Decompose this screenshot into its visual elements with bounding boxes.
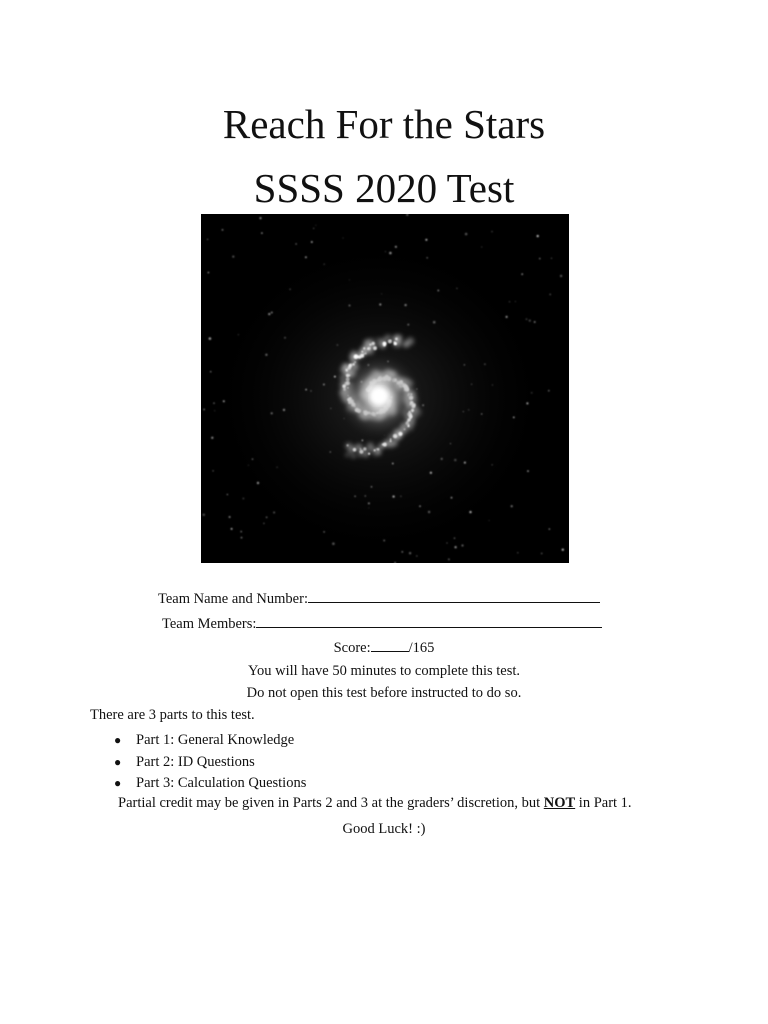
field-star [371, 486, 373, 488]
star-knot [363, 447, 366, 450]
team-members-blank-line[interactable] [256, 613, 602, 628]
field-star [448, 559, 450, 561]
field-star [537, 235, 539, 237]
field-star [534, 321, 536, 323]
field-star [323, 384, 325, 386]
team-members-field[interactable] [162, 613, 602, 633]
title-line-1: Reach For the Stars [222, 101, 546, 147]
star-knot [395, 338, 398, 341]
star-knot [383, 342, 387, 346]
field-star [257, 482, 259, 484]
field-star [243, 498, 245, 500]
field-star [454, 459, 457, 462]
field-star [368, 507, 369, 508]
do-not-open-text: Do not open this test before instructed to do so. [246, 685, 522, 701]
field-star [324, 264, 325, 265]
field-star [232, 256, 234, 258]
field-star [481, 247, 482, 248]
star-knot [394, 341, 396, 343]
field-star [379, 303, 381, 305]
field-star [489, 520, 490, 521]
field-star [273, 512, 275, 514]
field-star [437, 290, 439, 292]
field-star [276, 467, 277, 468]
field-star [400, 496, 402, 498]
field-star [428, 511, 430, 513]
field-star [271, 312, 273, 314]
field-star [334, 376, 336, 378]
field-star [238, 334, 239, 335]
field-star [203, 514, 205, 516]
field-star [551, 258, 552, 259]
field-star [248, 465, 249, 466]
field-star [527, 470, 529, 472]
field-star [295, 243, 296, 244]
star-knot [359, 450, 363, 454]
field-star [347, 444, 349, 446]
field-star [465, 233, 468, 236]
field-star [407, 324, 409, 326]
field-star [203, 409, 204, 410]
part-3-label: Part 3: Calculation Questions [136, 775, 307, 791]
field-star [513, 417, 515, 419]
field-star [484, 363, 486, 365]
field-star [404, 304, 406, 306]
field-star [468, 409, 469, 410]
galaxy-arm-glow [345, 453, 349, 457]
team-name-blank-line[interactable] [308, 588, 600, 603]
galaxy-arm-glow [351, 454, 355, 458]
field-star [464, 364, 465, 365]
field-star [227, 494, 228, 495]
galaxy-arm-glow [367, 442, 375, 450]
field-star [529, 320, 531, 322]
part-1-label: Part 1: General Knowledge [136, 732, 295, 748]
field-star [208, 272, 210, 274]
field-star [311, 241, 313, 243]
galaxy-arm-glow [345, 443, 352, 450]
field-star [450, 443, 451, 444]
list-item [114, 752, 306, 774]
field-star [425, 239, 427, 241]
team-name-label: Team Name and Number: [158, 591, 308, 607]
field-star [229, 516, 231, 518]
field-star [349, 279, 350, 280]
field-star [531, 392, 533, 394]
field-star [362, 440, 364, 442]
star-knot [367, 347, 370, 350]
field-star [401, 551, 403, 553]
field-star [323, 531, 324, 532]
field-star [451, 497, 453, 499]
field-star [463, 411, 464, 412]
field-star [240, 531, 242, 533]
star-knot [363, 347, 365, 349]
field-star [492, 385, 493, 386]
field-star [284, 337, 286, 339]
field-star [549, 528, 550, 529]
time-limit-text: You will have 50 minutes to complete this test. [248, 663, 520, 679]
field-star [511, 505, 513, 507]
field-star [515, 301, 516, 302]
field-star [392, 495, 394, 497]
field-star [209, 337, 212, 340]
field-star [289, 289, 290, 290]
field-star [330, 408, 331, 409]
field-star [337, 344, 339, 346]
field-star [454, 546, 456, 548]
star-knot [374, 449, 376, 451]
galaxy-arm-glow [403, 342, 408, 347]
field-star [456, 288, 457, 289]
field-star [461, 544, 463, 546]
field-star [509, 301, 510, 302]
star-knot [362, 351, 364, 353]
field-star [231, 528, 233, 530]
field-star [268, 313, 270, 315]
field-star [376, 448, 378, 450]
star-knot [360, 448, 362, 450]
field-star [265, 354, 267, 356]
field-star [539, 258, 540, 259]
field-star [492, 464, 493, 465]
team-name-field[interactable] [158, 588, 600, 608]
field-star [560, 275, 562, 277]
field-star [395, 246, 397, 248]
bullet-icon: ● [114, 733, 122, 747]
partial-credit-before: Partial credit may be given in Parts 2 and 3 at the graders’ discretion, but [118, 795, 544, 811]
field-star [211, 437, 213, 439]
parts-list [114, 730, 306, 795]
field-star [315, 225, 316, 226]
good-luck-text: Good Luck! :) [342, 821, 426, 837]
field-star [427, 257, 428, 258]
field-star [213, 403, 214, 404]
field-star [266, 517, 268, 519]
title-line-2: SSSS 2020 Test [253, 165, 515, 211]
field-star [521, 273, 523, 275]
field-star [526, 402, 528, 404]
field-star [464, 462, 466, 464]
field-star [241, 537, 243, 539]
field-star [271, 412, 273, 414]
bullet-icon: ● [114, 776, 122, 790]
field-star [381, 294, 382, 295]
field-star [343, 238, 344, 239]
star-knot [373, 346, 377, 350]
field-star [310, 390, 311, 391]
field-star [481, 413, 482, 414]
field-star [210, 371, 211, 372]
field-star [261, 232, 263, 234]
field-star [419, 505, 421, 507]
list-item [114, 773, 306, 795]
field-star [549, 294, 551, 296]
partial-credit-emphasis: NOT [543, 795, 576, 811]
field-star [368, 502, 370, 504]
bullet-icon: ● [114, 754, 122, 769]
field-star [223, 400, 225, 402]
field-star [383, 540, 385, 542]
field-star [433, 321, 436, 324]
field-star [447, 543, 448, 544]
field-star [392, 463, 394, 465]
star-knot [388, 339, 392, 343]
field-star [305, 389, 307, 391]
score-field [0, 637, 768, 657]
field-star [213, 470, 214, 471]
field-star [471, 384, 472, 385]
star-knot [368, 453, 370, 455]
team-members-label: Team Members: [162, 616, 257, 632]
field-star [365, 495, 366, 496]
field-star [207, 239, 208, 240]
field-star [263, 523, 264, 524]
field-star [526, 318, 528, 320]
parts-intro-text: There are 3 parts to this test. [90, 707, 255, 723]
part-2-label: Part 2: ID Questions [136, 753, 255, 770]
galaxy-arm-glow [364, 453, 369, 458]
star-knot [369, 344, 371, 346]
field-star [313, 228, 314, 229]
list-item [114, 730, 306, 752]
galaxy-arm-glow [388, 441, 395, 448]
field-star [385, 251, 386, 252]
field-star [506, 316, 508, 318]
score-blank-line[interactable] [371, 637, 409, 652]
field-star [469, 511, 471, 513]
field-star [252, 459, 253, 460]
partial-credit-after: in Part 1. [575, 795, 632, 811]
field-star [349, 305, 351, 307]
star-knot [383, 443, 387, 447]
field-star [441, 458, 443, 460]
field-star [430, 472, 432, 474]
field-star [491, 231, 492, 232]
field-star [332, 542, 335, 545]
field-star [214, 410, 215, 411]
field-star [548, 390, 550, 392]
field-star [454, 538, 455, 539]
star-knot [372, 342, 375, 345]
field-star [305, 256, 307, 258]
field-star [562, 549, 564, 551]
field-star [330, 451, 331, 452]
score-label: Score: [333, 640, 371, 656]
field-star [541, 553, 543, 555]
galaxy-arm-glow [398, 335, 403, 340]
field-star [259, 217, 261, 219]
spiral-galaxy-image [201, 214, 569, 563]
field-star [409, 552, 411, 554]
field-star [283, 409, 285, 411]
field-star [389, 252, 392, 255]
field-star [416, 555, 417, 556]
partial-credit-text [118, 794, 632, 812]
field-star [222, 229, 224, 231]
field-star [354, 496, 355, 497]
star-knot [353, 448, 357, 452]
score-total: /165 [408, 640, 435, 656]
field-star [517, 552, 518, 553]
